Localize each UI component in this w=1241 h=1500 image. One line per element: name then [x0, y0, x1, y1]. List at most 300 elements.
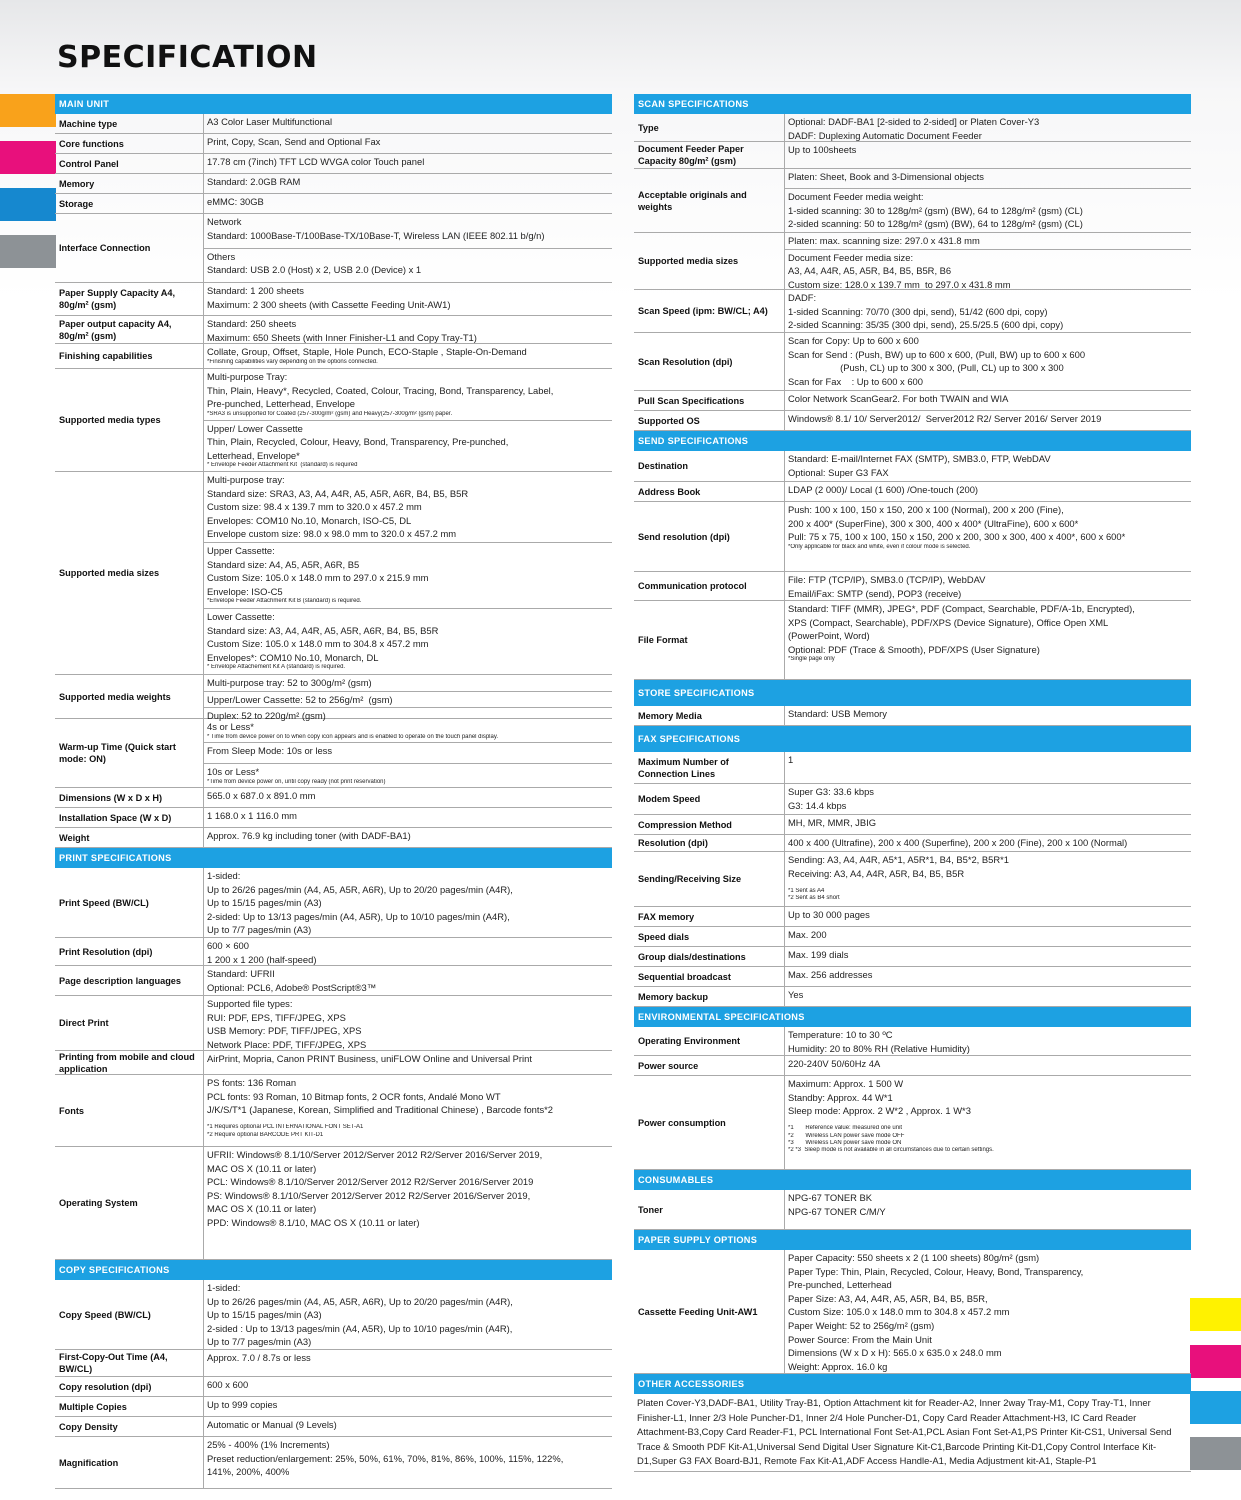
spec-row-address-book — [634, 482, 1191, 502]
value-line: 25% - 400% (1% Increments) — [207, 1439, 330, 1450]
spec-value-cell — [203, 719, 612, 787]
spec-label: Finishing capabilities — [59, 351, 153, 361]
spec-value — [785, 482, 1191, 501]
value-line: Standard: 1000Base-T/100Base-TX/10Base-T, Wireless LAN (IEEE 802.11 b/g/n) — [207, 229, 545, 241]
value-line: Max. 256 addresses — [788, 969, 873, 980]
spec-value — [204, 828, 612, 847]
value-line: Super G3: 33.6 kbps — [788, 786, 874, 797]
spec-value-cell — [784, 333, 1191, 390]
spec-value-cell — [203, 1051, 612, 1074]
spec-value-cell — [203, 808, 612, 827]
value-line: 565.0 x 687.0 x 891.0 mm — [207, 790, 316, 801]
spec-value — [204, 966, 612, 995]
spec-row-scan-speed-ipm-bw-cl-a4 — [634, 290, 1191, 333]
spec-value — [785, 601, 1191, 679]
value-line: NPG-67 TONER C/M/Y — [788, 1205, 886, 1217]
spec-value-cell — [784, 907, 1191, 926]
spec-value-cell — [203, 1350, 612, 1376]
spec-label: Cassette Feeding Unit-AW1 — [638, 1306, 758, 1317]
value-line: Print, Copy, Scan, Send and Optional Fax — [207, 136, 381, 147]
spec-value-cell — [784, 987, 1191, 1006]
value-line: eMMC: 30GB — [207, 196, 264, 207]
footnote-line — [788, 1118, 1188, 1125]
spec-value — [204, 742, 612, 763]
value-line: Max. 199 dials — [788, 949, 849, 960]
spec-value — [204, 134, 612, 153]
spec-row-resolution-dpi — [634, 835, 1191, 852]
spec-value — [204, 420, 612, 472]
spec-value — [204, 808, 612, 827]
left-spec-column — [55, 94, 612, 1489]
spec-value — [204, 174, 612, 193]
color-tab — [1190, 1298, 1241, 1331]
spec-label: Print Resolution (dpi) — [59, 946, 153, 957]
spec-row-memory-backup — [634, 987, 1191, 1007]
spec-value-cell — [784, 502, 1191, 571]
spec-label: Speed dials — [638, 931, 690, 942]
value-line: Platen: Sheet, Book and 3-Dimensional objects — [788, 171, 984, 182]
spec-row-supported-os — [634, 411, 1191, 431]
spec-row-storage — [55, 194, 612, 214]
spec-label: Maximum Number of Connection Lines — [638, 756, 729, 779]
value-line: Receiving: A3, A4, A4R, A5R, B4, B5, B5R — [788, 867, 965, 879]
spec-value-cell — [784, 114, 1191, 141]
footnote-line: *Envelope Feeder Attachment Kit B (standard) is required. — [207, 598, 362, 605]
spec-value-cell — [203, 966, 612, 995]
value-line: USB Memory: PDF, TIFF/JPEG, XPS — [207, 1025, 362, 1037]
value-line: Envelope: ISO-C5 — [207, 585, 283, 597]
scan-specifications-header: SCAN SPECIFICATIONS — [634, 94, 1191, 114]
spec-label: Installation Space (W x D) — [59, 812, 172, 823]
page-title: SPECIFICATION — [57, 40, 318, 75]
value-line: 10s or Less* — [207, 766, 260, 777]
value-line: DADF: — [788, 292, 817, 303]
spec-row-supported-media-types — [55, 369, 612, 472]
spec-label: Address Book — [638, 486, 701, 497]
spec-value — [785, 290, 1191, 333]
spec-value — [785, 815, 1191, 834]
value-line: Multi-purpose tray: 52 to 300g/m² (gsm) — [207, 677, 372, 688]
footnote-line: *Time from device power on, until copy ready (not print reservation) — [207, 778, 386, 785]
spec-row-printing-from-mobile-and-cloud-application — [55, 1051, 612, 1075]
print-specifications-header: PRINT SPECIFICATIONS — [55, 848, 612, 868]
spec-value-cell — [784, 927, 1191, 946]
spec-value — [204, 996, 612, 1052]
spec-row-multiple-copies — [55, 1397, 612, 1417]
value-line: 1-sided scanning: 30 to 128g/m² (gsm) (BW), 64 to 128g/m² (gsm) (CL) — [788, 204, 1083, 216]
spec-value — [785, 333, 1191, 390]
spec-label: Destination — [638, 461, 689, 471]
value-line: Pull: 75 x 75, 100 x 100, 150 x 150, 200 x 200, 300 x 300, 400 x 400*, 600 x 600* — [788, 531, 1126, 543]
spec-row-cassette-feeding-unit-aw1 — [634, 1250, 1191, 1374]
value-line: (PowerPoint, Word) — [788, 630, 870, 642]
right-spec-column — [634, 94, 1191, 1472]
spec-value-cell — [784, 142, 1191, 168]
footnote-line: * Time from device power on to when copy icon appears and is enabled to operate on the touch panel display. — [207, 733, 499, 740]
value-line: Up to 999 copies — [207, 1399, 278, 1410]
spec-label: Page description languages — [59, 975, 182, 986]
value-line: Multi-purpose tray: — [207, 474, 285, 485]
value-line: Up to 100sheets — [788, 144, 857, 155]
value-line: MH, MR, MMR, JBIG — [788, 817, 877, 828]
value-line: Max. 200 — [788, 929, 827, 940]
spec-value-cell — [784, 706, 1191, 725]
footnote-line: *SRA3 is unsupported for Coated (257-300g/m² (gsm) and Heavy(257-300g/m² (gsm) paper. — [207, 410, 453, 417]
value-line: Up to 15/15 pages/min (A3) — [207, 897, 322, 909]
spec-row-copy-resolution-dpi — [55, 1377, 612, 1397]
spec-value-cell — [784, 391, 1191, 410]
spec-value-cell — [784, 233, 1191, 289]
other-accessories-text — [634, 1394, 1191, 1472]
spec-row-modem-speed — [634, 784, 1191, 815]
spec-value-cell — [784, 835, 1191, 851]
color-tab — [0, 141, 56, 174]
spec-value-cell — [784, 290, 1191, 332]
spec-value — [785, 835, 1191, 851]
value-line: 1-sided: — [207, 870, 241, 881]
footnote-line: *1 Reference value: measured one unit — [788, 1125, 903, 1132]
spec-label: Supported media types — [59, 415, 161, 425]
spec-value — [785, 947, 1191, 966]
spec-row-fonts — [55, 1075, 612, 1147]
spec-value-cell — [203, 316, 612, 343]
footnote-line — [788, 880, 1188, 887]
spec-value-cell — [784, 752, 1191, 783]
value-line: Up to 7/7 pages/min (A3) — [207, 924, 312, 936]
spec-row-maximum-number-of-connection-lines — [634, 752, 1191, 784]
spec-value — [204, 214, 612, 248]
spec-value — [204, 763, 612, 787]
spec-value — [785, 451, 1191, 481]
value-line: Duplex: 52 to 220g/m² (gsm) — [207, 710, 326, 722]
spec-row-machine-type — [55, 114, 612, 134]
spec-label: Machine type — [59, 118, 118, 129]
spec-label: Control Panel — [59, 158, 119, 169]
spec-value-cell — [203, 938, 612, 965]
spec-value-cell — [784, 601, 1191, 679]
value-line: PCL: Windows® 8.1/10/Server 2012/Server 2012 R2/Server 2016/Server 2019 — [207, 1176, 534, 1188]
spec-value-cell — [203, 369, 612, 471]
value-line: Document Feeder media size: — [788, 251, 914, 263]
value-line: Dimensions (W x D x H): 565.0 x 635.0 x 248.0 mm — [788, 1347, 1002, 1359]
spec-label: Memory Media — [638, 710, 702, 721]
value-line: Custom size: 98.4 x 139.7 mm to 320.0 x 457.2 mm — [207, 501, 422, 513]
paper-supply-options-header: PAPER SUPPLY OPTIONS — [634, 1230, 1191, 1250]
spec-label: Copy Density — [59, 1421, 118, 1432]
spec-row-destination — [634, 451, 1191, 482]
consumables-header: CONSUMABLES — [634, 1170, 1191, 1190]
value-line: Upper/Lower Cassette: 52 to 256g/m² (gsm) — [207, 693, 393, 705]
color-tab — [0, 188, 56, 221]
spec-label: Compression Method — [638, 819, 732, 830]
spec-value-cell — [784, 1250, 1191, 1373]
spec-value — [785, 1056, 1191, 1075]
value-line: Scan for Copy: Up to 600 x 600 — [788, 335, 919, 346]
value-line: Temperature: 10 to 30 ºC — [788, 1029, 893, 1040]
value-line: Paper Capacity: 550 sheets x 2 (1 100 sheets) 80g/m² (gsm) — [788, 1252, 1040, 1263]
spec-row-print-speed-bw-cl — [55, 868, 612, 938]
spec-value-cell — [784, 411, 1191, 430]
spec-row-interface-connection — [55, 214, 612, 283]
value-line: PCL fonts: 93 Roman, 10 Bitmap fonts, 2 OCR fonts, Andalé Mono WT — [207, 1090, 501, 1102]
spec-label: Supported media weights — [59, 691, 171, 702]
value-line: Automatic or Manual (9 Levels) — [207, 1419, 337, 1430]
value-line: Thin, Plain, Recycled, Colour, Heavy, Bond, Transparency, Pre-punched, — [207, 436, 509, 448]
value-line: 2-sided scanning: 50 to 128g/m² (gsm) (BW), 64 to 128g/m² (gsm) (CL) — [788, 218, 1083, 230]
spec-value — [204, 1350, 612, 1376]
accessories-line: Platen Cover-Y3,DADF-BA1, Utility Tray-B1, Option Attachment kit for Reader-A2, Inner 2way Tray-M1, Copy Tray-T1, Inner — [637, 1397, 1151, 1408]
value-line: PS: Windows® 8.1/10/Server 2012/Server 2012 R2/Server 2016/Server 2019, — [207, 1189, 531, 1201]
value-line: 2-sided : Up to 13/13 pages/min (A4, A5R), Up to 10/10 pages/min (A4R), — [207, 1322, 513, 1334]
value-line: Thin, Plain, Heavy*, Recycled, Coated, Colour, Tracing, Bond, Transparency, Label, — [207, 384, 554, 396]
value-line: Optional: PCL6, Adobe® PostScript®3™ — [207, 981, 377, 993]
value-line: 220-240V 50/60Hz 4A — [788, 1058, 881, 1069]
value-line: Supported file types: — [207, 998, 293, 1009]
value-line: Standard: 2.0GB RAM — [207, 176, 301, 187]
spec-value — [785, 233, 1191, 249]
spec-value-cell — [203, 344, 612, 368]
value-line: Custom Size: 105.0 x 148.0 mm to 304.8 x 457.2 mm — [207, 638, 429, 650]
spec-label: Communication protocol — [638, 581, 747, 591]
spec-value-cell — [203, 1417, 612, 1436]
value-line: Envelope custom size: 98.0 x 98.0 mm to 320.0 x 457.2 mm — [207, 528, 457, 540]
spec-row-operating-system — [55, 1147, 612, 1260]
value-line: Approx. 76.9 kg including toner (with DADF-BA1) — [207, 830, 411, 841]
value-line: Yes — [788, 989, 804, 1000]
spec-value-cell — [203, 1437, 612, 1488]
spec-value — [204, 316, 612, 345]
other-accessories-header: OTHER ACCESSORIES — [634, 1374, 1191, 1394]
spec-label: Type — [638, 122, 659, 133]
spec-value-cell — [203, 868, 612, 937]
value-line: Standard: UFRII — [207, 968, 275, 979]
spec-value-cell — [784, 1056, 1191, 1075]
spec-row-page-description-languages — [55, 966, 612, 996]
value-line: AirPrint, Mopria, Canon PRINT Business, uniFLOW Online and Universal Print — [207, 1053, 532, 1064]
value-line: 2-sided Scanning: 35/35 (300 dpi, send), 25.5/25.5 (600 dpi, copy) — [788, 319, 1064, 331]
spec-value — [204, 608, 612, 674]
spec-label: Interface Connection — [59, 243, 151, 253]
value-line: Letterhead, Envelope* — [207, 449, 300, 461]
value-line: A3, A4, A4R, A5, A5R, B4, B5, B5R, B6 — [788, 265, 952, 277]
spec-row-installation-space-w-x-d — [55, 808, 612, 828]
spec-row-speed-dials — [634, 927, 1191, 947]
environmental-specifications-header: ENVIRONMENTAL SPECIFICATIONS — [634, 1007, 1191, 1027]
spec-value — [785, 188, 1191, 232]
spec-row-supported-media-sizes — [55, 472, 612, 675]
spec-label: Copy resolution (dpi) — [59, 1381, 152, 1392]
value-line: Standard: 250 sheets — [207, 318, 297, 329]
value-line: Optional: DADF-BA1 [2-sided to 2-sided] or Platen Cover-Y3 — [788, 116, 1040, 127]
spec-value — [785, 411, 1191, 430]
value-line: G3: 14.4 kbps — [788, 799, 847, 811]
value-line: Custom Size: 105.0 x 148.0 mm to 297.0 x 215.9 mm — [207, 572, 429, 584]
spec-value — [785, 784, 1191, 814]
spec-row-group-dials-destinations — [634, 947, 1191, 967]
value-line: Platen: max. scanning size: 297.0 x 431.8 mm — [788, 235, 980, 246]
value-line: Optional: Super G3 FAX — [788, 466, 889, 478]
value-line: Custom size: 128.0 x 139.7 mm to 297.0 x 431.8 mm — [788, 278, 1011, 290]
send-specifications-header: SEND SPECIFICATIONS — [634, 431, 1191, 451]
spec-label: Multiple Copies — [59, 1401, 127, 1412]
value-line: (Push, CL) up to 300 x 300, (Pull, CL) up to 300 x 300 — [788, 362, 1064, 374]
value-line: MAC OS X (10.11 or later) — [207, 1162, 317, 1174]
spec-label: Weight — [59, 832, 90, 843]
spec-value — [204, 868, 612, 938]
footnote-line: *1 Sent as A4 — [788, 887, 825, 894]
spec-value — [204, 1437, 612, 1488]
value-line: 600 × 600 — [207, 940, 249, 951]
spec-value — [785, 1076, 1191, 1169]
value-line: PS fonts: 136 Roman — [207, 1077, 297, 1088]
footnote-line: *1 Requires optional PCL INTERNATIONAL FONT SET-A1 — [207, 1124, 364, 1131]
footnote-line — [207, 1117, 609, 1124]
spec-row-send-resolution-dpi — [634, 502, 1191, 572]
spec-value-cell — [203, 788, 612, 807]
spec-value-cell — [784, 572, 1191, 600]
spec-value — [785, 852, 1191, 906]
spec-row-warm-up-time-quick-start-mode-on — [55, 719, 612, 788]
value-line: File: FTP (TCP/IP), SMB3.0 (TCP/IP), WebDAV — [788, 574, 986, 585]
spec-row-sequential-broadcast — [634, 967, 1191, 987]
value-line: 600 x 600 — [207, 1379, 249, 1390]
value-line: J/K/S/T*1 (Japanese, Korean, Simplified and Traditional Chinese) , Barcode fonts*2 — [207, 1104, 554, 1116]
value-line: 1-sided Scanning: 70/70 (300 dpi, send), 51/42 (600 dpi, copy) — [788, 305, 1048, 317]
value-line: Envelopes*: COM10 No.10, Monarch, DL — [207, 651, 379, 663]
spec-label: Print Speed (BW/CL) — [59, 897, 149, 908]
spec-row-first-copy-out-time-a4-bw-cl — [55, 1350, 612, 1377]
footnote-line: *2 Wireless LAN power save mode OFF — [788, 1132, 905, 1139]
spec-label: Supported media sizes — [59, 568, 160, 578]
footnote-line: * Envelope Attachement Kit A (standard) is required. — [207, 664, 346, 671]
spec-value-cell — [784, 967, 1191, 986]
spec-row-copy-speed-bw-cl — [55, 1280, 612, 1350]
value-line: XPS (Compact, Searchable), PDF/XPS (Device Signature), Office Open XML — [788, 616, 1109, 628]
spec-label: Dimensions (W x D x H) — [59, 792, 163, 803]
spec-value-cell — [784, 482, 1191, 501]
spec-value-cell — [784, 451, 1191, 481]
spec-value-cell — [203, 194, 612, 213]
footnote-line: *Only applicable for black and white, even if colour mode is selected. — [788, 543, 971, 550]
spec-value-cell — [203, 154, 612, 173]
value-line: Upper/ Lower Cassette — [207, 422, 303, 434]
spec-value-cell — [203, 283, 612, 315]
spec-value-cell — [784, 1027, 1191, 1055]
spec-value-cell — [784, 815, 1191, 834]
value-line: Custom Size: 105.0 x 148.0 mm to 304.8 x 457.2 mm — [788, 1306, 1010, 1318]
spec-row-compression-method — [634, 815, 1191, 835]
spec-value — [785, 391, 1191, 410]
spec-value — [785, 752, 1191, 783]
spec-value-cell — [203, 1397, 612, 1416]
spec-value — [204, 1417, 612, 1436]
spec-label: Warm-up Time (Quick start mode: ON) — [59, 742, 176, 764]
value-line: Scan for Send : (Push, BW) up to 600 x 600, (Pull, BW) up to 600 x 600 — [788, 348, 1086, 360]
spec-row-communication-protocol — [634, 572, 1191, 601]
footnote-line: * Envelope Feeder Attachment Kit (standard) is required — [207, 462, 358, 469]
spec-row-supported-media-sizes — [634, 233, 1191, 290]
spec-row-control-panel — [55, 154, 612, 174]
copy-specifications-header: COPY SPECIFICATIONS — [55, 1260, 612, 1280]
spec-label: Resolution (dpi) — [638, 838, 708, 848]
value-line: Paper Size: A3, A4, A4R, A5, A5R, B4, B5, B5R, — [788, 1292, 988, 1304]
value-line: 200 x 400* (SuperFine), 300 x 300, 400 x 400* (UltraFine), 600 x 600* — [788, 517, 1079, 529]
spec-value — [204, 542, 612, 608]
spec-label: Operating Environment — [638, 1036, 741, 1046]
color-tab — [0, 235, 56, 268]
spec-value-cell — [203, 996, 612, 1050]
spec-value — [204, 788, 612, 807]
spec-row-type — [634, 114, 1191, 142]
spec-row-sending-receiving-size — [634, 852, 1191, 907]
spec-label: Toner — [638, 1204, 663, 1215]
spec-value — [204, 283, 612, 315]
spec-value-cell — [784, 852, 1191, 906]
color-tab — [1190, 1437, 1241, 1470]
spec-value — [204, 1280, 612, 1350]
spec-value — [785, 706, 1191, 725]
spec-label: Copy Speed (BW/CL) — [59, 1309, 151, 1320]
spec-row-magnification — [55, 1437, 612, 1489]
value-line: 1 200 x 1 200 (half-speed) — [207, 953, 317, 965]
spec-label: Power consumption — [638, 1117, 726, 1128]
spec-value — [204, 154, 612, 173]
spec-label: Scan Speed (ipm: BW/CL; A4) — [638, 306, 768, 316]
value-line: Paper Type: Thin, Plain, Recycled, Colour, Heavy, Bond, Transparency, — [788, 1265, 1084, 1277]
spec-row-supported-media-weights — [55, 675, 612, 722]
value-line: LDAP (2 000)/ Local (1 600) /One-touch (200) — [788, 484, 979, 495]
value-line: UFRII: Windows® 8.1/10/Server 2012/Server 2012 R2/Server 2016/Server 2019, — [207, 1149, 543, 1160]
value-line: RUI: PDF, EPS, TIFF/JPEG, XPS — [207, 1011, 346, 1023]
value-line: 400 x 400 (Ultrafine), 200 x 400 (Superfine), 200 x 200 (Fine), 200 x 100 (Normal) — [788, 837, 1128, 848]
spec-label: Printing from mobile and cloud application — [59, 1051, 195, 1074]
spec-row-memory-media — [634, 706, 1191, 726]
spec-label: Memory backup — [638, 991, 708, 1002]
spec-label: FAX memory — [638, 911, 695, 922]
value-line: Document Feeder media weight: — [788, 191, 924, 203]
color-tab — [1190, 1345, 1241, 1378]
fax-specifications-header: FAX SPECIFICATIONS — [634, 726, 1191, 752]
spec-label: Paper output capacity A4, 80g/m² (gsm) — [59, 318, 172, 341]
value-line: Envelopes: COM10 No.10, Monarch, ISO-C5, DL — [207, 514, 412, 526]
value-line: PPD: Windows® 8.1/10, MAC OS X (10.11 or later) — [207, 1216, 420, 1228]
spec-value — [204, 369, 612, 420]
spec-row-dimensions-w-x-d-x-h — [55, 788, 612, 808]
spec-label: Memory — [59, 178, 95, 189]
spec-value-cell — [784, 1076, 1191, 1169]
spec-value — [204, 1147, 612, 1259]
spec-row-pull-scan-specifications — [634, 391, 1191, 411]
value-line: Sleep mode: Approx. 2 W*2 , Approx. 1 W*3 — [788, 1105, 971, 1117]
spec-value — [785, 907, 1191, 926]
spec-label: First-Copy-Out Time (A4, BW/CL) — [59, 1352, 168, 1374]
spec-value-cell — [784, 169, 1191, 232]
value-line: MAC OS X (10.11 or later) — [207, 1203, 317, 1215]
spec-value — [204, 1397, 612, 1416]
spec-label: Group dials/destinations — [638, 951, 746, 962]
spec-row-toner — [634, 1190, 1191, 1230]
value-line: Scan for Fax : Up to 600 x 600 — [788, 375, 923, 387]
footnote-line: *2 Sent as B4 short — [788, 895, 840, 901]
value-line: From Sleep Mode: 10s or less — [207, 745, 333, 756]
spec-value — [204, 472, 612, 542]
main-unit-header: MAIN UNIT — [55, 94, 612, 114]
footnote-line: *Finishing capabilities vary depending on the options connected. — [207, 358, 378, 365]
value-line: Network Place: PDF, TIFF/JPEG, XPS — [207, 1038, 367, 1050]
spec-value — [785, 572, 1191, 601]
spec-value — [785, 927, 1191, 946]
footnote-line: *Single page only — [788, 656, 835, 663]
